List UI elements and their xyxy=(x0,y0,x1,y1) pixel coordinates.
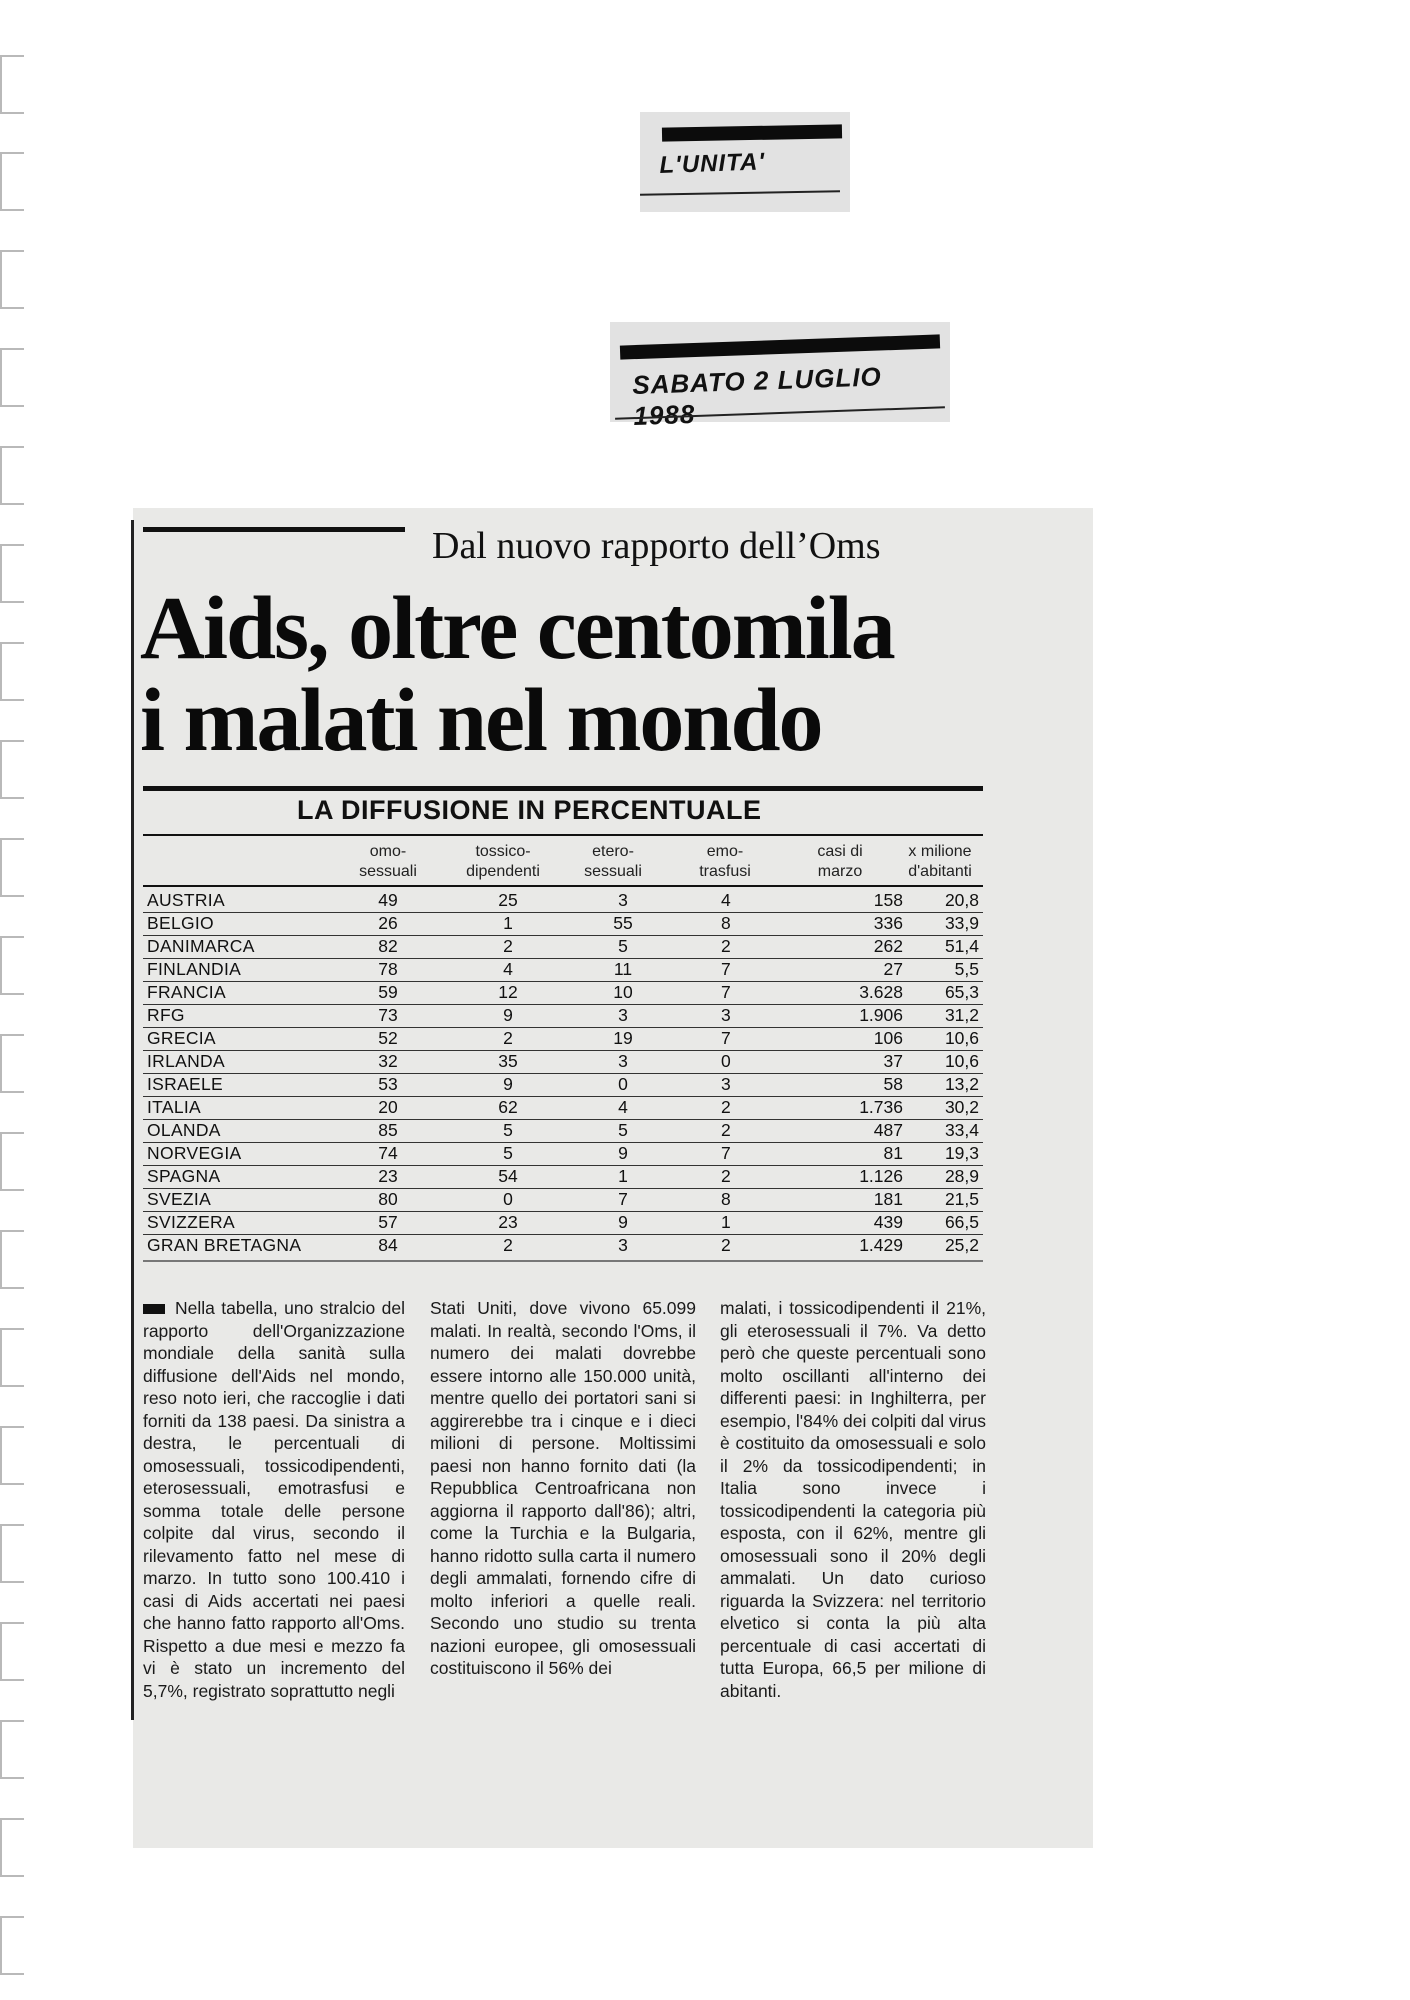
emotrasfusi-cell: 3 xyxy=(721,1074,731,1094)
casi-cell: 158 xyxy=(873,890,903,910)
omosessuali-cell: 59 xyxy=(378,982,398,1002)
table-row xyxy=(143,981,983,1005)
per-milione-cell: 19,3 xyxy=(944,1143,979,1163)
table-top-rule xyxy=(143,786,983,791)
column-header-line: trasfusi xyxy=(699,863,751,880)
tossicodipendenti-cell: 5 xyxy=(503,1120,513,1140)
country-cell: AUSTRIA xyxy=(147,890,225,910)
tossicodipendenti-cell: 54 xyxy=(498,1166,518,1186)
omosessuali-cell: 80 xyxy=(378,1189,398,1209)
omosessuali-cell: 84 xyxy=(378,1235,398,1255)
casi-cell: 27 xyxy=(883,959,903,979)
eterosessuali-cell: 5 xyxy=(618,936,628,956)
column-header-line: etero- xyxy=(592,843,634,860)
per-milione-cell: 33,9 xyxy=(944,913,979,933)
article-kicker: Dal nuovo rapporto dell’Oms xyxy=(432,525,881,567)
omosessuali-cell: 23 xyxy=(378,1166,398,1186)
eterosessuali-cell: 7 xyxy=(618,1189,628,1209)
casi-cell: 262 xyxy=(873,936,903,956)
table-row xyxy=(143,889,983,913)
column-header-line: dipendenti xyxy=(466,863,540,880)
eterosessuali-cell: 0 xyxy=(618,1074,628,1094)
tossicodipendenti-cell: 23 xyxy=(498,1212,518,1232)
casi-cell: 1.429 xyxy=(859,1235,903,1255)
per-milione-cell: 21,5 xyxy=(944,1189,979,1209)
body-text-2: Stati Uniti, dove vivono 65.099 malati. In realtà, secondo l'Oms, il numero dei malati dovrebbe essere intorno alle 150.000 unità, mentre quello dei portatori sani si aggirerebbe tra i cinque e i dieci milioni di persone. Moltissimi paesi non hanno fornito dati (la Repubblica Centroafricana non aggiorna il rapporto dall'86); altri, come la Turchia e la Bulgaria, hanno ridotto sulla carta il numero degli ammalati, fornendo cifre di molto inferiori a quelle reali. Secondo uno studio su trenta nazioni europee, gli omosessuali costituiscono il 56% dei xyxy=(430,1298,696,1678)
tossicodipendenti-cell: 12 xyxy=(498,982,518,1002)
emotrasfusi-cell: 1 xyxy=(721,1212,731,1232)
emotrasfusi-cell: 3 xyxy=(721,1005,731,1025)
column-header-omosessuali xyxy=(333,842,443,882)
country-cell: IRLANDA xyxy=(147,1051,225,1071)
table-row xyxy=(143,935,983,959)
table-row xyxy=(143,1211,983,1235)
table-row xyxy=(143,1073,983,1097)
table-bottom-rule xyxy=(143,1260,983,1262)
tossicodipendenti-cell: 62 xyxy=(498,1097,518,1117)
table-header-rule xyxy=(143,885,983,887)
table-row xyxy=(143,1119,983,1143)
tossicodipendenti-cell: 4 xyxy=(503,959,513,979)
eterosessuali-cell: 9 xyxy=(618,1212,628,1232)
per-milione-cell: 25,2 xyxy=(944,1235,979,1255)
casi-cell: 1.906 xyxy=(859,1005,903,1025)
body-text-1: Nella tabella, uno stralcio del rapporto dell'Organizzazione mondiale della sanità sulla diffusione dell'Aids nel mondo, reso noto ieri, che raccoglie i dati forniti da 138 paesi. Da sinistra a destra, le percentuali di omosessuali, tossicodipendenti, eterosessuali, emotrasfusi e somma totale delle persone colpite dal virus, secondo il rilevamento fatto nel mese di marzo. In tutto sono 100.410 i casi di Aids accertati nei paesi che hanno fatto rapporto all'Oms. Rispetto a due mesi e mezzo fa vi è stato un incremento del 5,7%, registrato soprattutto negli xyxy=(143,1298,405,1701)
tossicodipendenti-cell: 2 xyxy=(503,1028,513,1048)
emotrasfusi-cell: 2 xyxy=(721,1166,731,1186)
casi-cell: 3.628 xyxy=(859,982,903,1002)
per-milione-cell: 5,5 xyxy=(954,959,979,979)
eterosessuali-cell: 4 xyxy=(618,1097,628,1117)
tossicodipendenti-cell: 9 xyxy=(503,1074,513,1094)
column-header-line: marzo xyxy=(817,863,863,880)
table-row xyxy=(143,1050,983,1074)
table-row xyxy=(143,1165,983,1189)
omosessuali-cell: 32 xyxy=(378,1051,398,1071)
tossicodipendenti-cell: 2 xyxy=(503,1235,513,1255)
article-headline xyxy=(140,579,1080,770)
emotrasfusi-cell: 2 xyxy=(721,936,731,956)
eterosessuali-cell: 3 xyxy=(618,890,628,910)
table-row xyxy=(143,1004,983,1028)
eterosessuali-cell: 10 xyxy=(613,982,633,1002)
column-rule xyxy=(131,520,134,1720)
emotrasfusi-cell: 2 xyxy=(721,1120,731,1140)
table-title-rule xyxy=(143,834,983,836)
country-cell: ITALIA xyxy=(147,1097,201,1117)
casi-cell: 439 xyxy=(873,1212,903,1232)
column-header-line: casi di xyxy=(817,843,863,860)
country-cell: NORVEGIA xyxy=(147,1143,242,1163)
column-header-eterosessuali xyxy=(558,842,668,882)
omosessuali-cell: 20 xyxy=(378,1097,398,1117)
newspaper-name: L'UNITA' xyxy=(659,148,766,180)
omosessuali-cell: 52 xyxy=(378,1028,398,1048)
country-cell: OLANDA xyxy=(147,1120,221,1140)
country-cell: BELGIO xyxy=(147,913,214,933)
headline-line-1: Aids, oltre centomila xyxy=(140,579,894,678)
bullet-square xyxy=(143,1304,165,1314)
emotrasfusi-cell: 2 xyxy=(721,1097,731,1117)
emotrasfusi-cell: 7 xyxy=(721,982,731,1002)
emotrasfusi-cell: 7 xyxy=(721,1143,731,1163)
table-row xyxy=(143,1234,983,1257)
column-header-line: tossico- xyxy=(475,843,531,860)
clipping-underline xyxy=(640,190,840,195)
country-cell: GRAN BRETAGNA xyxy=(147,1235,302,1255)
eterosessuali-cell: 11 xyxy=(613,959,633,979)
column-header-line: sessuali xyxy=(359,863,417,880)
table-title: LA DIFFUSIONE IN PERCENTUALE xyxy=(297,795,762,825)
country-cell: FINLANDIA xyxy=(147,959,242,979)
omosessuali-cell: 78 xyxy=(378,959,398,979)
per-milione-cell: 28,9 xyxy=(944,1166,979,1186)
omosessuali-cell: 73 xyxy=(378,1005,398,1025)
eterosessuali-cell: 19 xyxy=(613,1028,633,1048)
eterosessuali-cell: 55 xyxy=(613,913,633,933)
per-milione-cell: 13,2 xyxy=(944,1074,979,1094)
column-header-line: d'abitanti xyxy=(908,863,972,880)
per-milione-cell: 66,5 xyxy=(944,1212,979,1232)
emotrasfusi-cell: 4 xyxy=(721,890,731,910)
column-header-line: emo- xyxy=(706,843,744,860)
eterosessuali-cell: 1 xyxy=(618,1166,628,1186)
tossicodipendenti-cell: 9 xyxy=(503,1005,513,1025)
casi-cell: 37 xyxy=(883,1051,903,1071)
country-cell: FRANCIA xyxy=(147,982,226,1002)
casi-cell: 181 xyxy=(873,1189,903,1209)
body-column-2 xyxy=(430,1297,696,1680)
emotrasfusi-cell: 2 xyxy=(721,1235,731,1255)
country-cell: RFG xyxy=(147,1005,185,1025)
table-row xyxy=(143,958,983,982)
column-header-tossicodipendenti xyxy=(438,842,568,882)
omosessuali-cell: 53 xyxy=(378,1074,398,1094)
casi-cell: 58 xyxy=(883,1074,903,1094)
omosessuali-cell: 57 xyxy=(378,1212,398,1232)
column-header-emotrasfusi xyxy=(675,842,775,882)
column-header-line: sessuali xyxy=(584,863,642,880)
eterosessuali-cell: 3 xyxy=(618,1005,628,1025)
per-milione-cell: 33,4 xyxy=(944,1120,979,1140)
clipping-bar xyxy=(620,334,940,359)
per-milione-cell: 20,8 xyxy=(944,890,979,910)
country-cell: SVEZIA xyxy=(147,1189,212,1209)
table-row xyxy=(143,1027,983,1051)
eterosessuali-cell: 3 xyxy=(618,1051,628,1071)
country-cell: SPAGNA xyxy=(147,1166,221,1186)
clipping-bar xyxy=(662,124,842,141)
kicker-rule xyxy=(143,527,405,532)
tossicodipendenti-cell: 35 xyxy=(498,1051,518,1071)
omosessuali-cell: 74 xyxy=(378,1143,398,1163)
country-cell: SVIZZERA xyxy=(147,1212,235,1232)
table-row xyxy=(143,1142,983,1166)
headline-line-2: i malati nel mondo xyxy=(140,671,822,770)
country-cell: GRECIA xyxy=(147,1028,216,1048)
omosessuali-cell: 26 xyxy=(378,913,398,933)
column-header-per-milione xyxy=(890,842,990,882)
body-column-3 xyxy=(720,1297,986,1702)
per-milione-cell: 10,6 xyxy=(944,1051,979,1071)
emotrasfusi-cell: 7 xyxy=(721,959,731,979)
omosessuali-cell: 85 xyxy=(378,1120,398,1140)
emotrasfusi-cell: 0 xyxy=(721,1051,731,1071)
casi-cell: 487 xyxy=(873,1120,903,1140)
casi-cell: 1.126 xyxy=(859,1166,903,1186)
tossicodipendenti-cell: 25 xyxy=(498,890,518,910)
per-milione-cell: 65,3 xyxy=(944,982,979,1002)
column-header-line: omo- xyxy=(369,843,407,860)
omosessuali-cell: 49 xyxy=(378,890,398,910)
emotrasfusi-cell: 7 xyxy=(721,1028,731,1048)
per-milione-cell: 30,2 xyxy=(944,1097,979,1117)
table-row xyxy=(143,1096,983,1120)
eterosessuali-cell: 9 xyxy=(618,1143,628,1163)
body-column-1 xyxy=(143,1297,405,1702)
tossicodipendenti-cell: 5 xyxy=(503,1143,513,1163)
column-header-casi-di-marzo xyxy=(790,842,890,882)
body-text-3: malati, i tossicodipendenti il 21%, gli eterosessuali il 7%. Va detto però che queste percentuali sono molto oscillanti all'interno dei differenti paesi: in Inghilterra, per esempio, l'84% dei colpiti dal virus è costituito da omosessuali e solo il 2% da tossicodipendenti; in Italia sono invece i tossicodipendenti la categoria più esposta, con il 62%, mentre gli omosessuali sono il 20% degli ammalati. Un dato curioso riguarda la Svizzera: nel territorio elvetico si conta la più alta percentuale di casi accertati di tutta Europa, 66,5 per milione di abitanti. xyxy=(720,1298,986,1701)
casi-cell: 81 xyxy=(883,1143,903,1163)
per-milione-cell: 31,2 xyxy=(944,1005,979,1025)
casi-cell: 336 xyxy=(873,913,903,933)
eterosessuali-cell: 3 xyxy=(618,1235,628,1255)
publication-date: SABATO 2 LUGLIO 1988 xyxy=(631,361,883,432)
casi-cell: 1.736 xyxy=(859,1097,903,1117)
newspaper-clipping xyxy=(640,112,850,212)
country-cell: ISRAELE xyxy=(147,1074,224,1094)
table-row xyxy=(143,1188,983,1212)
column-header-line: x milione xyxy=(908,843,972,860)
per-milione-cell: 10,6 xyxy=(944,1028,979,1048)
per-milione-cell: 51,4 xyxy=(944,936,979,956)
emotrasfusi-cell: 8 xyxy=(721,1189,731,1209)
casi-cell: 106 xyxy=(873,1028,903,1048)
emotrasfusi-cell: 8 xyxy=(721,913,731,933)
tossicodipendenti-cell: 2 xyxy=(503,936,513,956)
tossicodipendenti-cell: 1 xyxy=(503,913,513,933)
country-cell: DANIMARCA xyxy=(147,936,255,956)
date-clipping xyxy=(610,322,950,432)
tossicodipendenti-cell: 0 xyxy=(503,1189,513,1209)
table-row xyxy=(143,912,983,936)
omosessuali-cell: 82 xyxy=(378,936,398,956)
eterosessuali-cell: 5 xyxy=(618,1120,628,1140)
